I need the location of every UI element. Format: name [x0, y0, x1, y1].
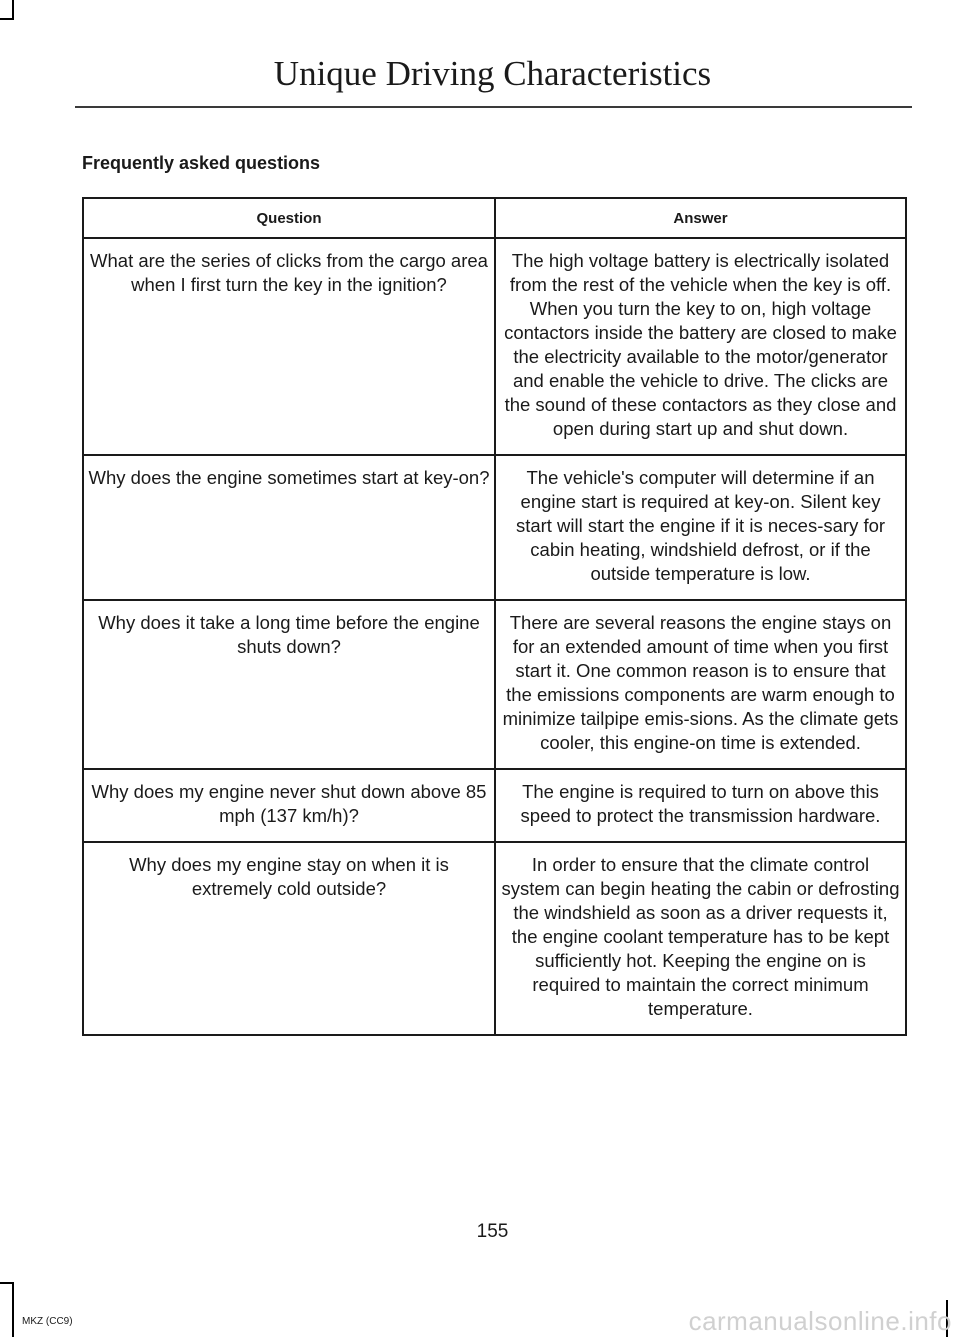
column-header-answer: Answer: [495, 198, 906, 238]
table-header-row: [83, 198, 906, 238]
title-divider: [75, 106, 912, 108]
table-row: [83, 600, 906, 769]
table-row: [83, 455, 906, 600]
answer-cell: The high voltage battery is electrically isolated from the rest of the vehicle when the key is off. When you turn the key to on, high voltage contactors inside the battery are closed to make the electricity available to the motor/generator and enable the vehicle to drive. The clicks are the sound of these contactors as they close and open during start up and shut down.: [495, 238, 906, 455]
crop-mark-bottom-left-v: [12, 1282, 14, 1337]
table-row: [83, 842, 906, 1035]
question-cell: What are the series of clicks from the cargo area when I first turn the key in the ignition?: [83, 238, 495, 455]
answer-cell: The engine is required to turn on above this speed to protect the transmission hardware.: [495, 769, 906, 842]
watermark-text: carmanualsonline.info: [688, 1306, 952, 1336]
table-row: [83, 769, 906, 842]
faq-table: [82, 197, 907, 1036]
model-code: MKZ (CC9): [22, 1316, 73, 1327]
question-cell: Why does it take a long time before the engine shuts down?: [83, 600, 495, 769]
page-title: Unique Driving Characteristics: [273, 54, 712, 93]
section-heading: Frequently asked questions: [82, 153, 321, 173]
question-cell: Why does my engine never shut down above 85 mph (137 km/h)?: [83, 769, 495, 842]
answer-cell: In order to ensure that the climate control system can begin heating the cabin or defrosting the windshield as soon as a driver requests it, the engine coolant temperature has to be kept sufficiently hot. Keeping the engine on is required to maintain the correct minimum temperature.: [495, 842, 906, 1035]
answer-cell: There are several reasons the engine stays on for an extended amount of time when you first start it. One common reason is to ensure that the emissions components are warm enough to minimize tailpipe emis-sions. As the climate gets cooler, this engine-on time is extended.: [495, 600, 906, 769]
table-row: [83, 238, 906, 455]
column-header-question: Question: [83, 198, 495, 238]
crop-mark-bottom-left-h: [0, 1282, 14, 1284]
answer-cell: The vehicle's computer will determine if an engine start is required at key-on. Silent key start will start the engine if it is neces-sary for cabin heating, windshield defrost, or if the outside temperature is low.: [495, 455, 906, 600]
page-number: 155: [476, 1221, 509, 1242]
question-cell: Why does my engine stay on when it is extremely cold outside?: [83, 842, 495, 1035]
crop-mark-top-left-v: [12, 0, 14, 20]
question-cell: Why does the engine sometimes start at key-on?: [83, 455, 495, 600]
crop-mark-top-left-h: [0, 18, 14, 20]
